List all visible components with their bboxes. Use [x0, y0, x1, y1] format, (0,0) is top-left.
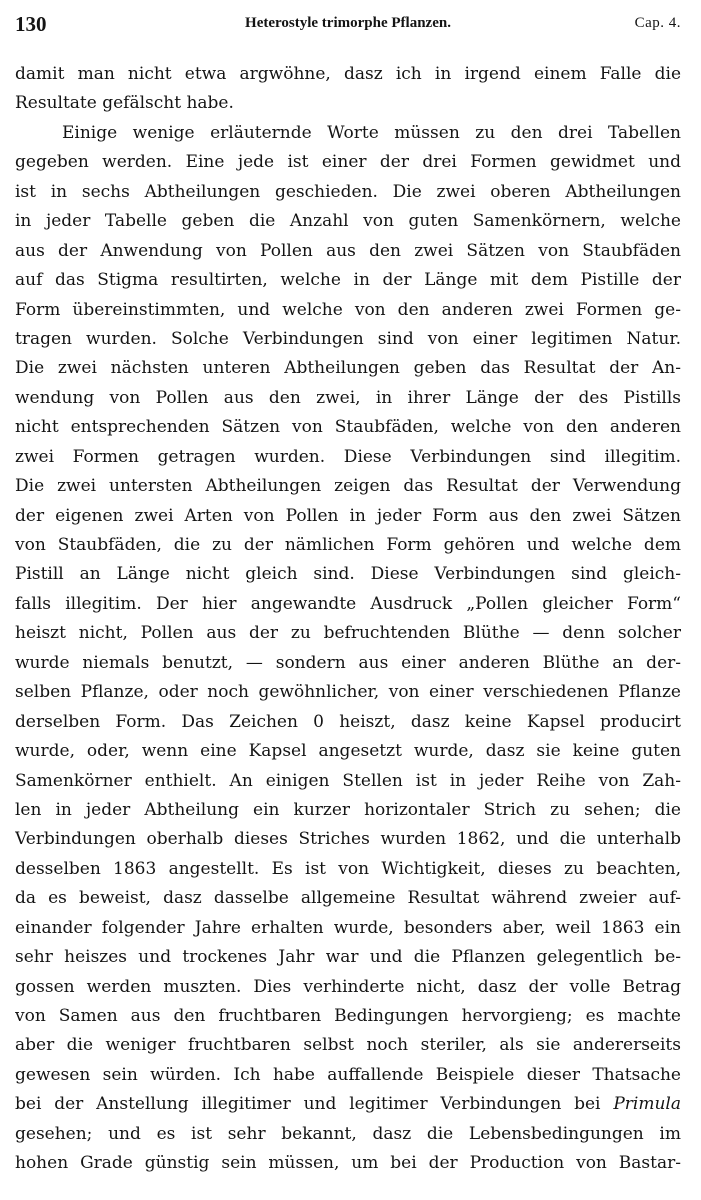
line-text: bei der Anstellung illegitimer und legitimer Verbindungen bei — [15, 1094, 601, 1115]
text-line: Die zwei untersten Abtheilungen zeigen das Resultat der Verwendung — [15, 476, 681, 497]
text-line: einander folgender Jahre erhalten wurde, besonders aber, weil 1863 ein — [15, 917, 681, 938]
text-line: gossen werden muszten. Dies verhinderte nicht, dasz der volle Betrag — [15, 976, 681, 997]
text-line: falls illegitim. Der hier angewandte Ausdruck „Pollen gleicher Form“ — [15, 593, 681, 614]
text-line: ist in sechs Abtheilungen geschieden. Die zwei oberen Abtheilungen — [15, 181, 681, 202]
text-line: sehr heiszes und trockenes Jahr war und die Pflanzen gelegentlich be- — [15, 947, 681, 968]
page-header — [15, 12, 681, 38]
text-line: Samenkörner enthielt. An einigen Stellen ist in jeder Reihe von Zah- — [15, 770, 681, 791]
chapter-label: Cap. 4. — [634, 15, 681, 31]
text-line: damit man nicht etwa argwöhne, dasz ich in irgend einem Falle die — [15, 64, 681, 84]
text-line: wendung von Pollen aus den zwei, in ihrer Länge der des Pistills — [15, 387, 681, 408]
text-line: da es beweist, dasz dasselbe allgemeine Resultat während zweier auf- — [15, 888, 681, 909]
text-line: selben Pflanze, oder noch gewöhnlicher, von einer verschiedenen Pflanze — [15, 682, 681, 703]
text-line: wurde niemals benutzt, — sondern aus einer anderen Blüthe an der- — [15, 652, 681, 673]
text-line: tragen wurden. Solche Verbindungen sind von einer legitimen Natur. — [15, 328, 681, 349]
species-name-italic: Primula — [613, 1094, 681, 1115]
text-line: gegeben werden. Eine jede ist einer der drei Formen gewidmet und — [15, 152, 681, 173]
text-line: Verbindungen oberhalb dieses Striches wurden 1862, und die unterhalb — [15, 829, 681, 850]
text-line: aus der Anwendung von Pollen aus den zwei Sätzen von Staubfäden — [15, 240, 681, 261]
text-line: zwei Formen getragen wurden. Diese Verbindungen sind illegitim. — [15, 446, 681, 467]
text-line: Resultate gefälscht habe. — [15, 93, 234, 114]
text-line: von Staubfäden, die zu der nämlichen Form gehören und welche dem — [15, 535, 681, 555]
page-number: 130 — [15, 12, 47, 36]
text-line: von Samen aus den fruchtbaren Bedingungen hervorgieng; es machte — [15, 1006, 681, 1026]
text-line: heiszt nicht, Pollen aus der zu befruchtenden Blüthe — denn solcher — [15, 623, 681, 644]
running-title: Heterostyle trimorphe Pflanzen. — [245, 15, 451, 31]
body-text — [15, 60, 681, 1179]
text-line: Einige wenige erläuternde Worte müssen zu den drei Tabellen — [62, 122, 681, 143]
text-line: aber die weniger fruchtbaren selbst noch steriler, als sie andererseits — [15, 1035, 681, 1056]
text-line: hohen Grade günstig sein müssen, um bei der Production von Bastar- — [15, 1153, 681, 1174]
text-line: Form übereinstimmten, und welche von den anderen zwei Formen ge- — [15, 299, 681, 320]
text-line: der eigenen zwei Arten von Pollen in jeder Form aus den zwei Sätzen — [15, 505, 681, 526]
text-line: derselben Form. Das Zeichen 0 heiszt, dasz keine Kapsel producirt — [15, 711, 681, 732]
text-line: Die zwei nächsten unteren Abtheilungen geben das Resultat der An- — [15, 358, 681, 379]
text-line: wurde, oder, wenn eine Kapsel angesetzt wurde, dasz sie keine guten — [15, 741, 681, 762]
text-line: len in jeder Abtheilung ein kurzer horizontaler Strich zu sehen; die — [15, 799, 681, 820]
text-line: auf das Stigma resultirten, welche in der Länge mit dem Pistille der — [15, 270, 681, 291]
text-line: gesehen; und es ist sehr bekannt, dasz die Lebensbedingungen im — [15, 1123, 681, 1144]
text-line: Pistill an Länge nicht gleich sind. Diese Verbindungen sind gleich- — [15, 564, 681, 585]
text-line: in jeder Tabelle geben die Anzahl von guten Samenkörnern, welche — [15, 211, 681, 232]
text-line: gewesen sein würden. Ich habe auffallende Beispiele dieser Thatsache — [15, 1064, 681, 1085]
text-line-with-italic — [15, 1090, 681, 1119]
text-line: nicht entsprechenden Sätzen von Staubfäden, welche von den anderen — [15, 417, 681, 438]
text-line: desselben 1863 angestellt. Es ist von Wichtigkeit, dieses zu beachten, — [15, 858, 681, 879]
